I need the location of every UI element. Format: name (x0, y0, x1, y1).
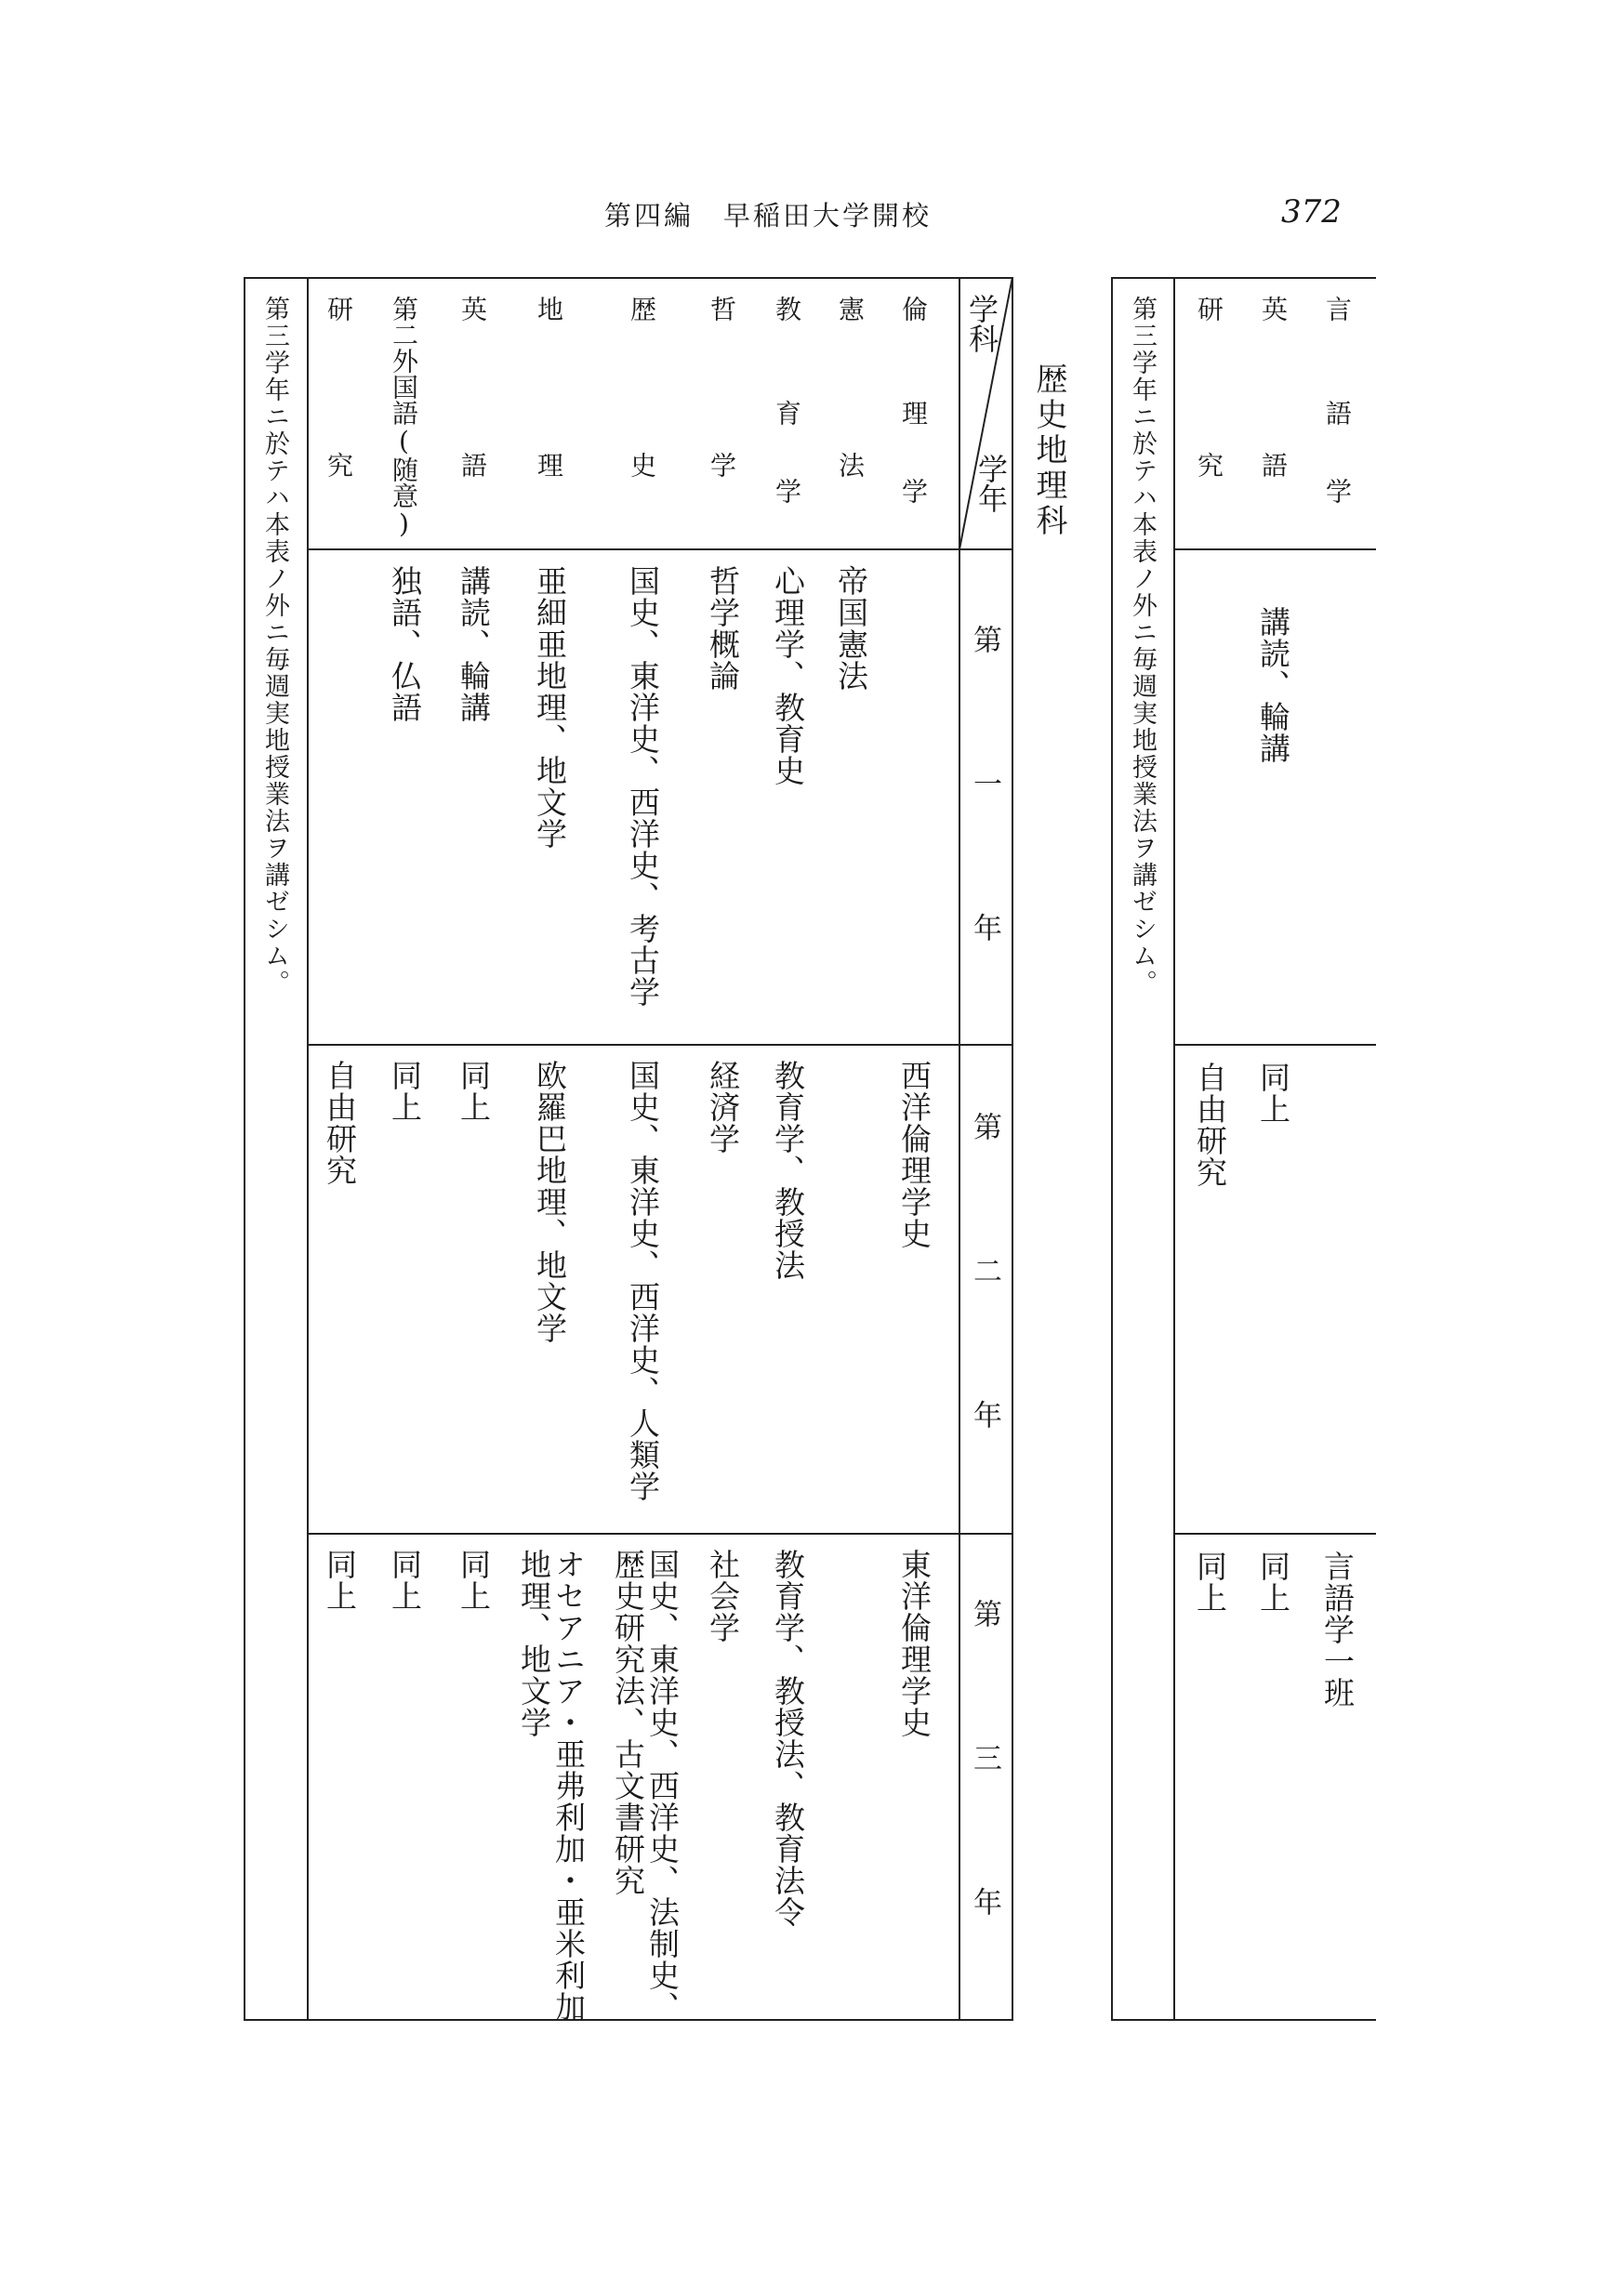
right-english-year1: 講読、輪講 (1254, 606, 1291, 764)
page-number: 372 (1281, 193, 1342, 231)
education-year1: 心理学、教育史 (769, 565, 806, 786)
year-header-1: 第 一 年 (968, 625, 1001, 942)
philosophy-year1: 哲学概論 (704, 565, 741, 692)
subject-history: 歴 史 (627, 296, 657, 478)
subject-geography: 地 理 (534, 296, 564, 478)
right-linguistics-year3: 言語学一班 (1318, 1550, 1356, 1709)
right-table-note: 第三学年ニ於テハ本表ノ外ニ毎週実地授業法ヲ講ゼシム。 (1128, 296, 1157, 996)
right-table-year-rule-2 (1175, 1533, 1376, 1535)
subject-education: 教 育 学 (772, 296, 802, 504)
philosophy-year2: 経済学 (704, 1060, 741, 1155)
subject-english: 英 語 (457, 296, 488, 478)
geography-year3-line1: オセアニア・亜弗利加・亜米利加 (549, 1549, 587, 2023)
geography-year3-line2: 地理、地文学 (515, 1549, 552, 1738)
ethics-year3: 東洋倫理学史 (895, 1549, 933, 1738)
right-table-note-rule (1173, 277, 1175, 2021)
second-language-year2: 同上 (386, 1060, 423, 1123)
ethics-year2: 西洋倫理学史 (895, 1060, 933, 1249)
right-table-year-rule-1 (1175, 1044, 1376, 1046)
education-year2: 教育学、教授法 (769, 1060, 806, 1281)
research-year2: 自由研究 (321, 1060, 358, 1186)
main-table-header-rule (309, 548, 1013, 550)
department-title: 歴史地理科 (1030, 363, 1067, 539)
main-table-year-rule-1 (309, 1044, 1013, 1046)
corner-year-label: 学年 (973, 454, 1009, 513)
main-table-top-rule (244, 277, 1013, 279)
main-table-note-rule (307, 277, 309, 2021)
subject-philosophy: 哲 学 (707, 296, 737, 478)
right-table-bottom-rule (1111, 2019, 1376, 2021)
research-year3: 同上 (321, 1549, 358, 1612)
right-english-year3: 同上 (1254, 1550, 1291, 1614)
subject-constitution: 憲 法 (835, 296, 866, 478)
running-header: 第四編 早稲田大学開校 (604, 200, 933, 231)
right-research-year2: 自由研究 (1191, 1062, 1228, 1188)
history-year2: 国史、東洋史、西洋史、人類学 (624, 1060, 661, 1502)
history-year1: 国史、東洋史、西洋史、考古学 (624, 565, 661, 1008)
subject-research: 研 究 (324, 296, 354, 478)
subject-second-language: 第二外国語(随意) (389, 296, 419, 539)
subject-ethics: 倫 理 学 (898, 296, 929, 504)
english-year3: 同上 (455, 1549, 492, 1612)
right-table-header-rule (1175, 548, 1376, 550)
geography-year1: 亜細亜地理、地文学 (531, 565, 568, 850)
english-year1: 講読、輪講 (455, 565, 492, 723)
right-table-top-rule (1111, 277, 1376, 279)
right-table-left-rule (1111, 277, 1113, 2021)
main-table-bottom-rule (244, 2019, 1013, 2021)
second-language-year1: 独語、仏語 (386, 565, 423, 723)
year-header-2: 第 二 年 (968, 1112, 1001, 1429)
main-table-left-rule (244, 277, 245, 2021)
main-table-year-rule-2 (309, 1533, 1013, 1535)
year-header-3: 第 三 年 (968, 1599, 1001, 1916)
main-table-note: 第三学年ニ於テハ本表ノ外ニ毎週実地授業法ヲ講ゼシム。 (260, 296, 289, 996)
corner-subject-label: 学科 (964, 294, 999, 353)
history-year3-line2: 歴史研究法、古文書研究 (609, 1549, 646, 1896)
right-subject-linguistics: 言 語 学 (1322, 296, 1353, 504)
right-english-year2: 同上 (1254, 1062, 1291, 1125)
second-language-year3: 同上 (386, 1549, 423, 1612)
geography-year2: 欧羅巴地理、地文学 (531, 1060, 568, 1344)
right-research-year3: 同上 (1191, 1550, 1228, 1614)
right-subject-english: 英 語 (1258, 296, 1289, 478)
education-year3: 教育学、教授法、教育法令 (769, 1549, 806, 1928)
philosophy-year3: 社会学 (704, 1549, 741, 1643)
constitution-year1: 帝国憲法 (832, 565, 869, 692)
right-subject-research: 研 究 (1194, 296, 1224, 478)
english-year2: 同上 (455, 1060, 492, 1123)
history-year3-line1: 国史、東洋史、西洋史、法制史、 (643, 1549, 681, 2023)
